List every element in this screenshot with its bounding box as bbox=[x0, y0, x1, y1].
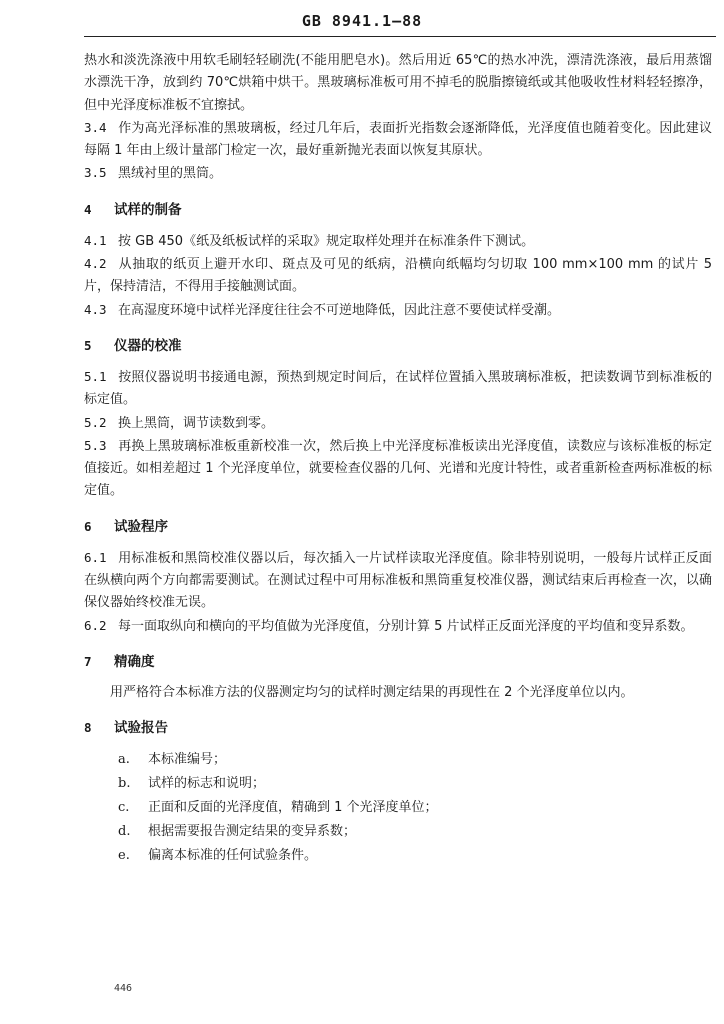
clause-text: 作为高光泽标准的黑玻璃板，经过几年后，表面折光指数会逐渐降低，光泽度值也随着变化。因此建议每隔 1 年由上级计量部门检定一次，最好重新抛光表面以恢复其原状。 bbox=[84, 120, 712, 159]
clause-6-2 bbox=[84, 615, 712, 638]
clause-text: 每一面取纵向和横向的平均值做为光泽度值，分别计算 5 片试样正反面光泽度的平均值和变异系数。 bbox=[118, 618, 694, 634]
clause-number: 3.4 bbox=[84, 119, 107, 135]
item-letter: a. bbox=[118, 752, 130, 768]
section-title: 仪器的校准 bbox=[114, 337, 182, 354]
list-item bbox=[84, 844, 712, 868]
clause-4-2 bbox=[84, 253, 712, 299]
item-letter: e. bbox=[118, 848, 130, 864]
section-title: 试验程序 bbox=[114, 518, 168, 535]
section-title: 试样的制备 bbox=[114, 201, 182, 218]
header-rule bbox=[84, 36, 716, 37]
clause-number: 4.1 bbox=[84, 232, 107, 248]
item-letter: b. bbox=[118, 776, 131, 792]
clause-number: 5.2 bbox=[84, 414, 107, 430]
section-number: 6 bbox=[84, 518, 92, 534]
clause-number: 6.1 bbox=[84, 549, 107, 565]
section-number: 8 bbox=[84, 720, 92, 736]
standard-number: GB 8941.1—88 bbox=[301, 12, 423, 30]
list-item bbox=[84, 820, 712, 844]
section-8-heading bbox=[84, 718, 712, 738]
item-text: 试样的标志和说明； bbox=[148, 776, 266, 792]
list-item bbox=[84, 748, 712, 772]
clause-number: 6.2 bbox=[84, 617, 107, 633]
document-body bbox=[84, 50, 712, 868]
clause-number: 5.1 bbox=[84, 368, 107, 384]
item-text: 偏离本标准的任何试验条件。 bbox=[148, 848, 318, 864]
clause-4-3 bbox=[84, 299, 712, 322]
section-number: 4 bbox=[84, 201, 92, 217]
section-7-text: 用严格符合本标准方法的仪器测定均匀的试样时测定结果的再现性在 2 个光泽度单位以内。 bbox=[110, 684, 634, 700]
clause-number: 5.3 bbox=[84, 437, 107, 453]
clause-5-3 bbox=[84, 435, 712, 503]
clause-number: 4.3 bbox=[84, 301, 107, 317]
item-text: 正面和反面的光泽度值，精确到 1 个光泽度单位； bbox=[148, 800, 438, 816]
clause-text: 换上黑筒，调节读数到零。 bbox=[118, 415, 275, 431]
clause-text: 按照仪器说明书接通电源，预热到规定时间后，在试样位置插入黑玻璃标准板，把读数调节到标准板的标定值。 bbox=[84, 369, 712, 408]
item-letter: c. bbox=[118, 800, 130, 816]
clause-3-5 bbox=[84, 162, 712, 185]
clause-4-1 bbox=[84, 230, 712, 253]
clause-6-1 bbox=[84, 547, 712, 615]
item-text: 本标准编号； bbox=[148, 752, 227, 768]
clause-text: 再换上黑玻璃标准板重新校准一次，然后换上中光泽度标准板读出光泽度值，读数应与该标准板的标定值接近。如相差超过 1 个光泽度单位，就要检查仪器的几何、光谱和光度计特性，或者重新检查两标准板的标定值。 bbox=[84, 438, 712, 499]
section-title: 精确度 bbox=[114, 653, 155, 670]
section-number: 7 bbox=[84, 653, 92, 669]
page-number: 446 bbox=[114, 983, 133, 994]
clause-text: 在高湿度环境中试样光泽度往往会不可逆地降低，因此注意不要使试样受潮。 bbox=[118, 302, 561, 318]
section-5-heading bbox=[84, 336, 712, 356]
clause-5-1 bbox=[84, 366, 712, 412]
section-4-heading bbox=[84, 200, 712, 220]
clause-text: 黑绒衬里的黑筒。 bbox=[118, 166, 223, 182]
report-items-list bbox=[84, 748, 712, 868]
section-6-heading bbox=[84, 517, 712, 537]
clause-number: 4.2 bbox=[84, 256, 107, 272]
paragraph-3-3-continued: 热水和淡洗涤液中用软毛刷轻轻刷洗(不能用肥皂水)。然后用近 65℃的热水冲洗，漂清洗涤液，最后用蒸馏水漂洗干净，放到约 70℃烘箱中烘干。黑玻璃标准板可用不掉毛的脱脂擦镜纸或其他吸收性材料轻轻擦净，但中光泽度标准板不宜擦拭。 bbox=[84, 53, 712, 113]
list-item bbox=[84, 796, 712, 820]
section-number: 5 bbox=[84, 337, 92, 353]
clause-text: 按 GB 450《纸及纸板试样的采取》规定取样处理并在标准条件下测试。 bbox=[118, 233, 535, 249]
list-item bbox=[84, 772, 712, 796]
clause-3-4 bbox=[84, 117, 712, 163]
item-text: 根据需要报告测定结果的变异系数； bbox=[148, 824, 357, 840]
section-7-heading bbox=[84, 652, 712, 672]
clause-number: 3.5 bbox=[84, 165, 107, 181]
clause-5-2 bbox=[84, 412, 712, 435]
clause-text: 从抽取的纸页上避开水印、斑点及可见的纸病，沿横向纸幅均匀切取 100 mm×100 mm 的试片 5 片，保持清洁，不得用手接触测试面。 bbox=[84, 257, 712, 295]
clause-text: 用标准板和黑筒校准仪器以后，每次插入一片试样读取光泽度值。除非特别说明，一般每片试样正反面在纵横向两个方向都需要测试。在测试过程中可用标准板和黑筒重复校准仪器，测试结束后再检查一次，以确保仪器始终校准无误。 bbox=[84, 550, 712, 611]
section-title: 试验报告 bbox=[114, 720, 168, 737]
item-letter: d. bbox=[118, 824, 131, 840]
